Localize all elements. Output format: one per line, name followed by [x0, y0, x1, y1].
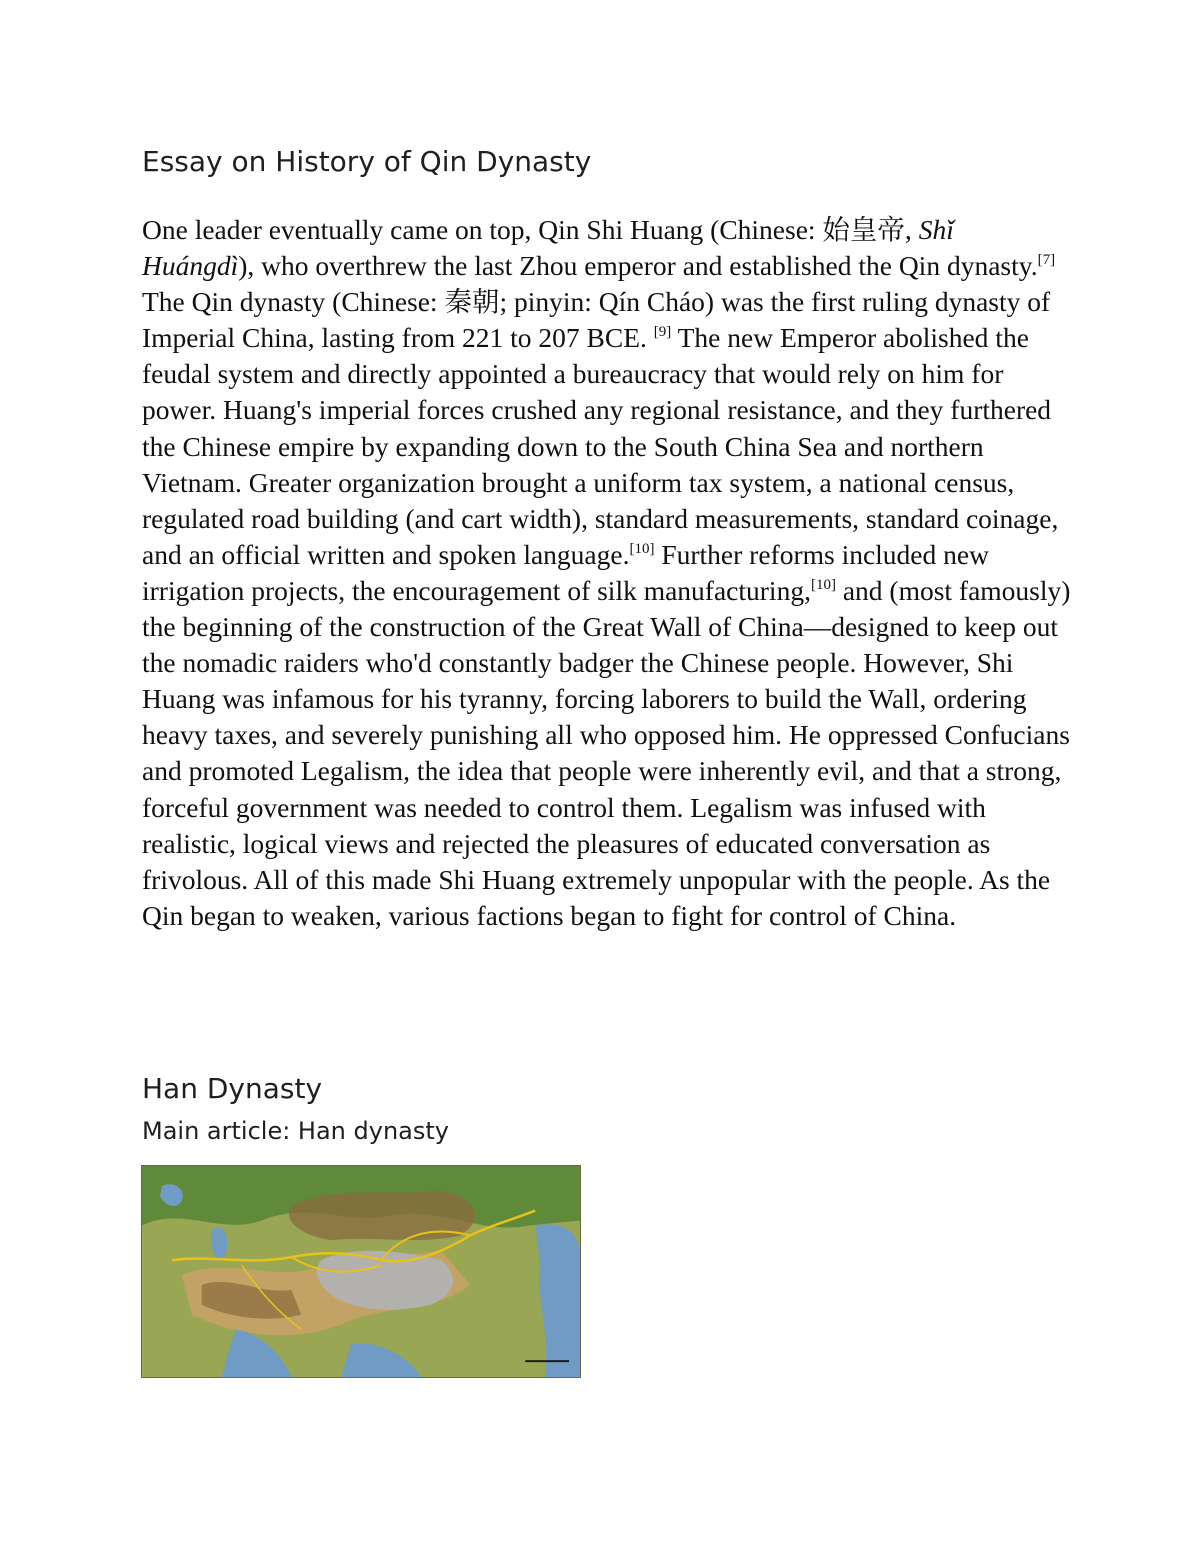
paragraph-text: and (most famously) the beginning of the construction of the Great Wall of China—designed to keep out the nomadic raiders who'd constantly badger the Chinese people. However, Shi Huang was infamous for his tyranny, forcing laborers to build the Wall, ordering heavy taxes, and severely punishing all who opposed him. He oppressed Confucians and promoted Legalism, the idea that people were inherently evil, and that a strong, forceful government was needed to control them. Legalism was infused with realistic, logical views and rejected the pleasures of educated conversation as frivolous. All of this made Shi Huang extremely unpopular with the people. As the Qin began to weaken, various factions began to fight for control of China.	[142, 574, 1071, 931]
document-title: Essay on History of Qin Dynasty	[142, 145, 592, 178]
footnote-ref-10[interactable]: [10]	[810, 576, 836, 593]
footnote-ref-9[interactable]: [9]	[653, 324, 672, 341]
paragraph-text: Further reforms included new irrigation projects, the encouragement of silk manufacturing,	[142, 538, 989, 606]
silk-road-map-image	[141, 1165, 581, 1378]
map-scale-bar	[525, 1360, 569, 1362]
footnote-ref-7[interactable]: [7]	[1037, 252, 1056, 269]
main-article-note: Main article: Han dynasty	[142, 1117, 449, 1145]
map-mountains	[289, 1191, 476, 1241]
terrain-map	[142, 1166, 580, 1377]
paragraph-text: The new Emperor abolished the feudal system and directly appointed a bureaucracy that would rely on him for power. Huang's imperial forces crushed any regional resistance, and they furthered the Chinese empire by expanding down to the South China Sea and northern Vietnam. Greater organization brought a uniform tax system, a national census, regulated road building (and cart width), standard measurements, standard coinage, and an official written and spoken language.	[142, 322, 1059, 570]
paragraph-text: ), who overthrew the last Zhou emperor and established the Qin dynasty.	[238, 250, 1038, 282]
pinyin-italic: Shǐ Huángdì	[142, 214, 954, 282]
section-heading-han-dynasty: Han Dynasty	[142, 1072, 323, 1105]
paragraph-text: One leader eventually came on top, Qin Shi Huang (Chinese: 始皇帝,	[142, 214, 919, 245]
paragraph-text: The Qin dynasty (Chinese: 秦朝; pinyin: Qín Cháo) was the first ruling dynasty of Imperial China, lasting from 221 to 207 BCE.	[142, 286, 1051, 354]
footnote-ref-10[interactable]: [10]	[629, 540, 655, 557]
qin-dynasty-paragraph	[142, 212, 1072, 934]
